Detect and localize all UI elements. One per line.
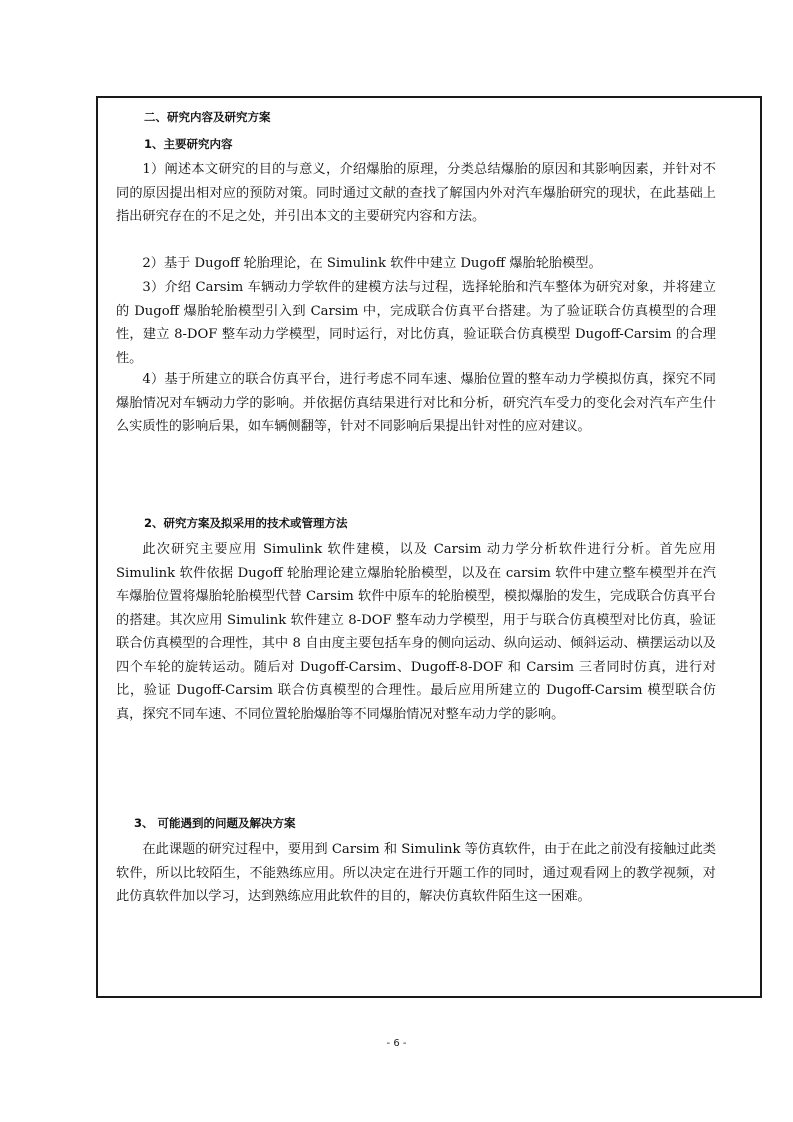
sub1-paragraph-3: 3）介绍 Carsim 车辆动力学软件的建模方法与过程，选择轮胎和汽车整体为研究对象，并将建立的 Dugoff 爆胎轮胎模型引入到 Carsim 中，完成联合仿真平台搭建。为了验证联合仿真模型的合理性，建立 8-DOF 整车动力学模型，同时运行，对比仿真，验证联合仿真模型 Dugoff-Carsim 的合理性。: [116, 280, 716, 366]
sub1-paragraph-4: 4）基于所建立的联合仿真平台，进行考虑不同车速、爆胎位置的整车动力学模拟仿真，探究不同爆胎情况对车辆动力学的影响。并依据仿真结果进行对比和分析，研究汽车受力的变化会对汽车产生什么实质性的影响后果，如车辆侧翻等，针对不同影响后果提出针对性的应对建议。: [116, 372, 716, 434]
sub1-paragraph-1: 1）阐述本文研究的目的与意义，介绍爆胎的原理，分类总结爆胎的原因和其影响因素，并针对不同的原因提出相对应的预防对策。同时通过文献的查找了解国内外对汽车爆胎研究的现状，在此基础上指出研究存在的不足之处，并引出本文的主要研究内容和方法。: [116, 162, 716, 224]
sub2-paragraph: 此次研究主要应用 Simulink 软件建模，以及 Carsim 动力学分析软件进行分析。首先应用 Simulink 软件依据 Dugoff 轮胎理论建立爆胎轮胎模型，以及在 carsim 软件中建立整车模型并在汽车爆胎位置将爆胎轮胎模型代替 Carsim 软件中原车的轮胎模型，模拟爆胎的发生，完成联合仿真平台的搭建。其次应用 Simulink 软件建立 8-DOF 整车动力学模型，用于与联合仿真模型对比仿真，验证联合仿真模型的合理性，其中 8 自由度主要包括车身的侧向运动、纵向运动、倾斜运动、横摆运动以及四个车轮的旋转运动。随后对 Dugoff-Carsim、Dugoff-8-DOF 和 Carsim 三者同时仿真，进行对比，验证 Dugoff-Carsim 联合仿真模型的合理性。最后应用所建立的 Dugoff-Carsim 模型联合仿真，探究不同车速、不同位置轮胎爆胎等不同爆胎情况对整车动力学的影响。: [116, 542, 716, 722]
sub3-title: 3、 可能遇到的问题及解决方案: [134, 816, 296, 830]
page-number: - 6 -: [386, 1038, 407, 1049]
sub1-title: 1、主要研究内容: [144, 137, 233, 151]
sub2-title: 2、研究方案及拟采用的技术或管理方法: [144, 516, 348, 530]
sub1-paragraph-2: 2）基于 Dugoff 轮胎理论，在 Simulink 软件中建立 Dugoff 爆胎轮胎模型。: [142, 256, 602, 271]
section-title: 二、研究内容及研究方案: [144, 110, 271, 124]
sub3-paragraph: 在此课题的研究过程中，要用到 Carsim 和 Simulink 等仿真软件，由于在此之前没有接触过此类软件，所以比较陌生，不能熟练应用。所以决定在进行开题工作的同时，通过观看网上的教学视频，对此仿真软件加以学习，达到熟练应用此软件的目的，解决仿真软件陌生这一困难。: [116, 842, 716, 904]
